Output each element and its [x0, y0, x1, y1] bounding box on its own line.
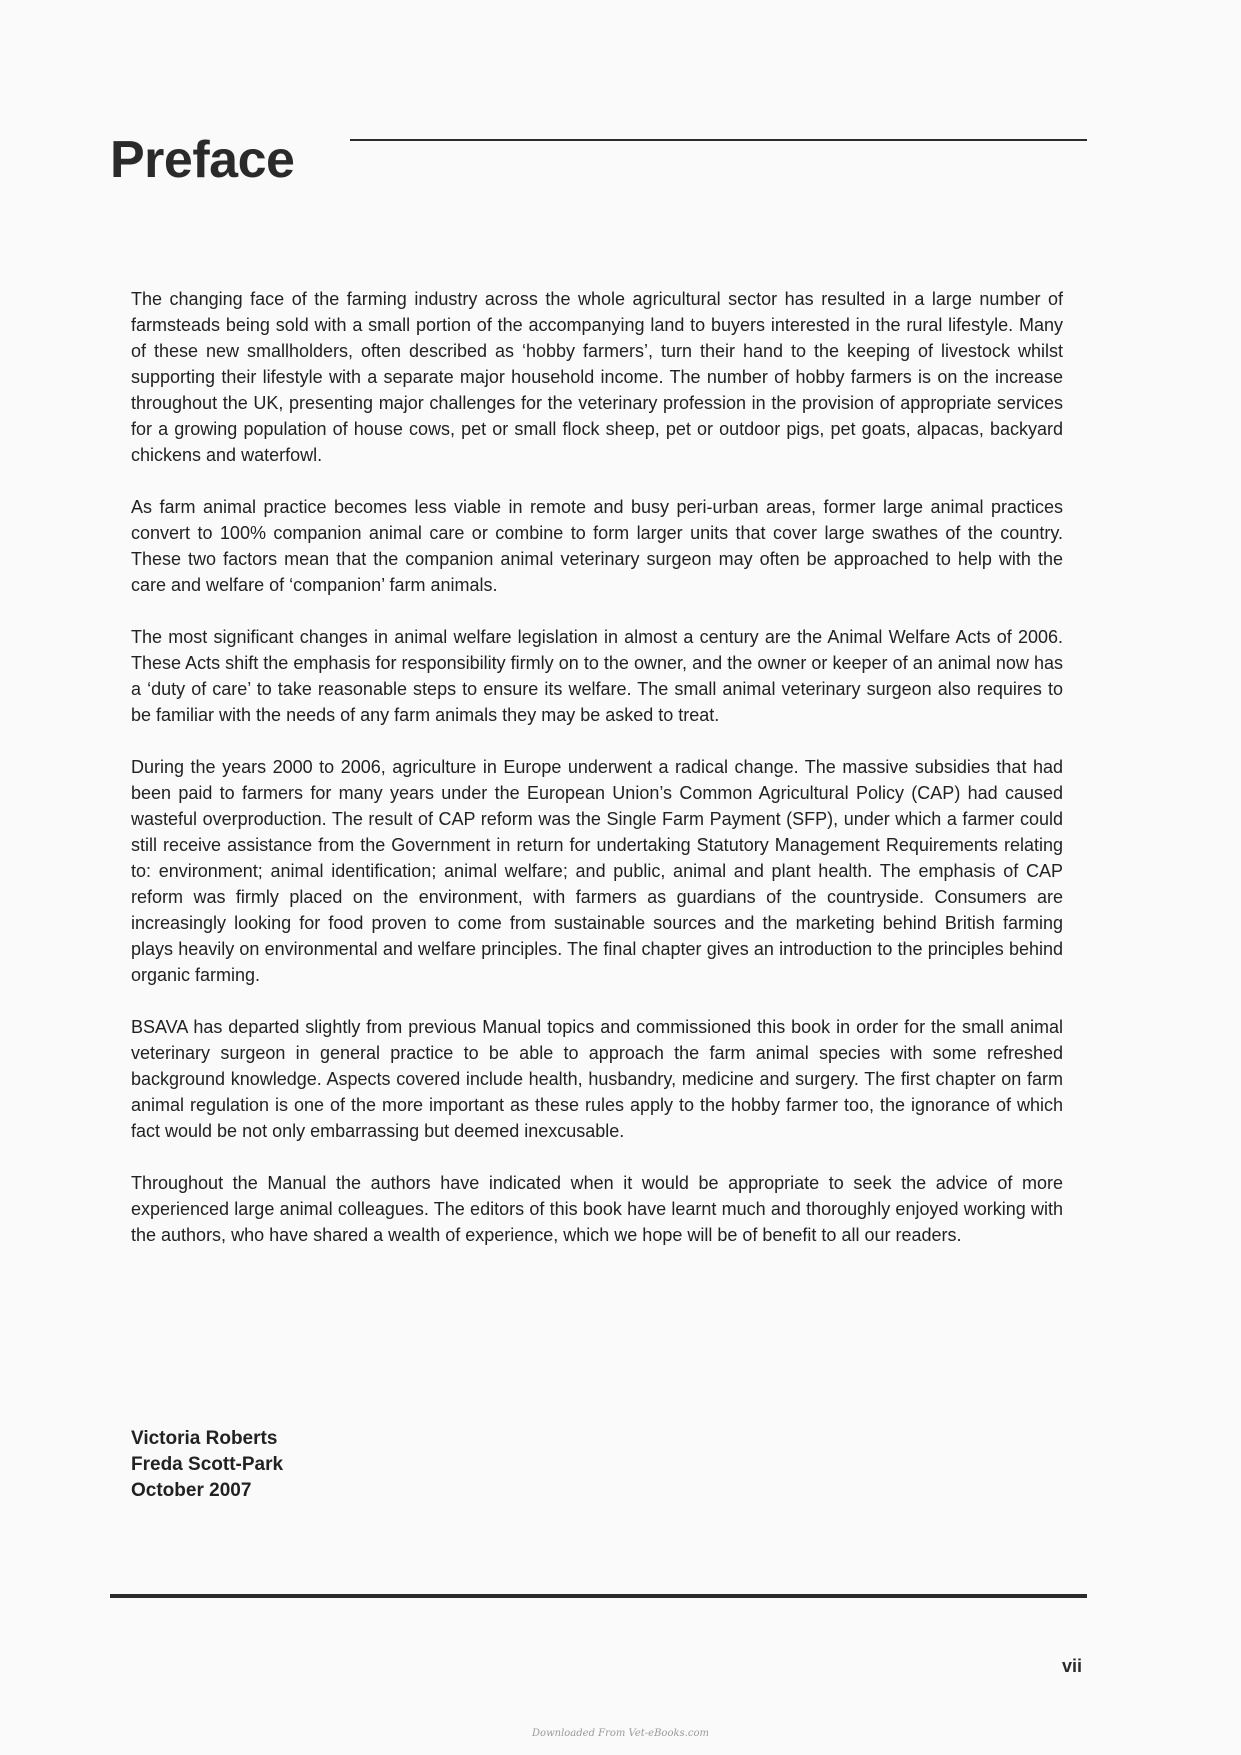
paragraph-2: As farm animal practice becomes less viable in remote and busy peri-urban areas, former large animal practices convert to 100% companion animal care or combine to form larger units that cover large swathes of the country. These two factors mean that the companion animal veterinary surgeon may often be approached to help with the care and welfare of ‘companion’ farm animals.: [131, 497, 1063, 595]
paragraph-5: BSAVA has departed slightly from previous Manual topics and commissioned this book in order for the small animal veterinary surgeon in general practice to be able to approach the farm animal species with some refreshed background knowledge. Aspects covered include health, husbandry, medicine and surgery. The first chapter on farm animal regulation is one of the more important as these rules apply to the hobby farmer too, the ignorance of which fact would be not only embarrassing but deemed inexcusable.: [131, 1017, 1063, 1141]
paragraph-6: Throughout the Manual the authors have indicated when it would be appropriate to seek the advice of more experienced large animal colleagues. The editors of this book have learnt much and thoroughly enjoyed working with the authors, who have shared a wealth of experience, which we hope will be of benefit to all our readers.: [131, 1173, 1063, 1245]
paragraph-1: The changing face of the farming industry across the whole agricultural sector has resulted in a large number of farmsteads being sold with a small portion of the accompanying land to buyers interested in the rural lifestyle. Many of these new smallholders, often described as ‘hobby farmers’, turn their hand to the keeping of livestock whilst supporting their lifestyle with a separate major household income. The number of hobby farmers is on the increase throughout the UK, presenting major challenges for the veterinary profession in the provision of appropriate services for a growing population of house cows, pet or small flock sheep, pet or outdoor pigs, pet goats, alpacas, backyard chickens and waterfowl.: [131, 289, 1063, 465]
author-name-1: Victoria Roberts: [131, 1428, 278, 1449]
footer-rule: [110, 1594, 1087, 1598]
paragraph-3: The most significant changes in animal welfare legislation in almost a century are the Animal Welfare Acts of 2006. These Acts shift the emphasis for responsibility firmly on to the owner, and the owner or keeper of an animal now has a ‘duty of care’ to take reasonable steps to ensure its welfare. The small animal veterinary surgeon also requires to be familiar with the needs of any farm animals they may be asked to treat.: [131, 627, 1063, 725]
watermark: Downloaded From Vet-eBooks.com: [532, 1728, 709, 1739]
author-name-2: Freda Scott-Park: [131, 1454, 284, 1475]
paragraph-4: During the years 2000 to 2006, agriculture in Europe underwent a radical change. The massive subsidies that had been paid to farmers for many years under the European Union’s Common Agricultural Policy (CAP) had caused wasteful overproduction. The result of CAP reform was the Single Farm Payment (SFP), under which a farmer could still receive assistance from the Government in return for undertaking Statutory Management Requirements relating to: environment; animal identification; animal welfare; and public, animal and plant health. The emphasis of CAP reform was firmly placed on the environment, with farmers as guardians of the countryside. Consumers are increasingly looking for food proven to come from sustainable sources and the marketing behind British farming plays heavily on environmental and welfare principles. The final chapter gives an introduction to the principles behind organic farming.: [131, 757, 1063, 985]
signature-block: [131, 1426, 283, 1504]
signature-date: October 2007: [131, 1480, 252, 1501]
page-number: vii: [1061, 1656, 1082, 1676]
title-rule: [350, 139, 1087, 141]
preface-body: [131, 286, 1063, 1274]
page-title: Preface: [110, 131, 295, 189]
